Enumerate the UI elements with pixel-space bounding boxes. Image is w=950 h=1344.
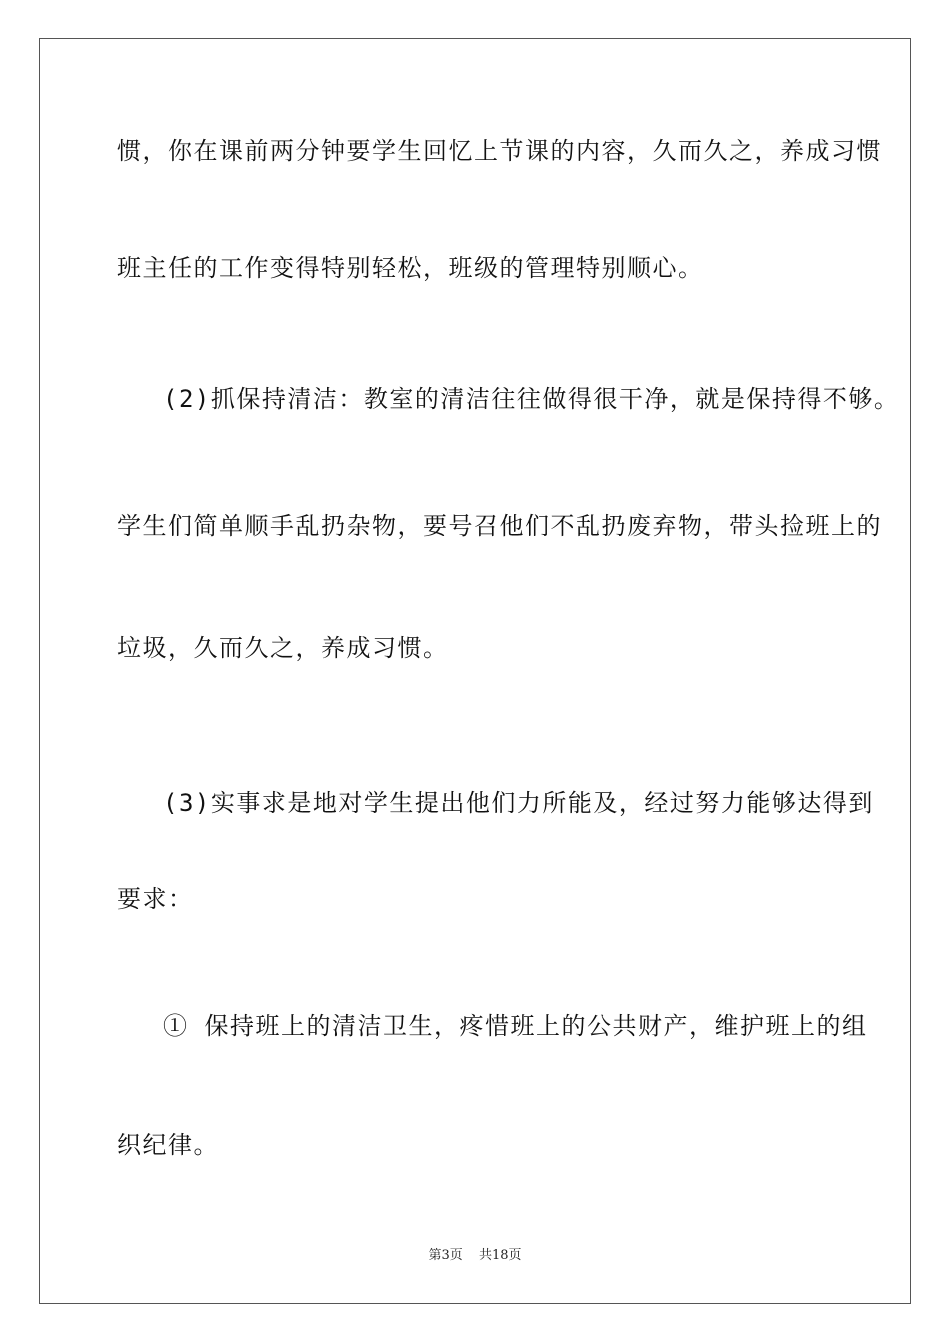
page-border — [39, 38, 911, 1304]
text-line: 织纪律。 — [117, 1131, 219, 1159]
page-number-total: 共18页 — [478, 1248, 522, 1263]
paragraph-start-line: (3)实事求是地对学生提出他们力所能及，经过努力能够达得到 — [163, 789, 874, 817]
text-line: 惯，你在课前两分钟要学生回忆上节课的内容，久而久之，养成习惯 — [117, 137, 882, 165]
list-item-line: ① 保持班上的清洁卫生，疼惜班上的公共财产，维护班上的组 — [163, 1012, 868, 1040]
page-number-current: 第3页 — [428, 1248, 463, 1263]
paragraph-start-line: (2)抓保持清洁：教室的清洁往往做得很干净，就是保持得不够。 — [163, 385, 900, 413]
text-line: 垃圾，久而久之，养成习惯。 — [117, 634, 449, 662]
text-line: 学生们简单顺手乱扔杂物，要号召他们不乱扔废弃物，带头捡班上的 — [117, 512, 882, 540]
text-line: 要求： — [117, 885, 194, 913]
page-footer — [0, 1248, 950, 1264]
text-line: 班主任的工作变得特别轻松，班级的管理特别顺心。 — [117, 254, 704, 282]
